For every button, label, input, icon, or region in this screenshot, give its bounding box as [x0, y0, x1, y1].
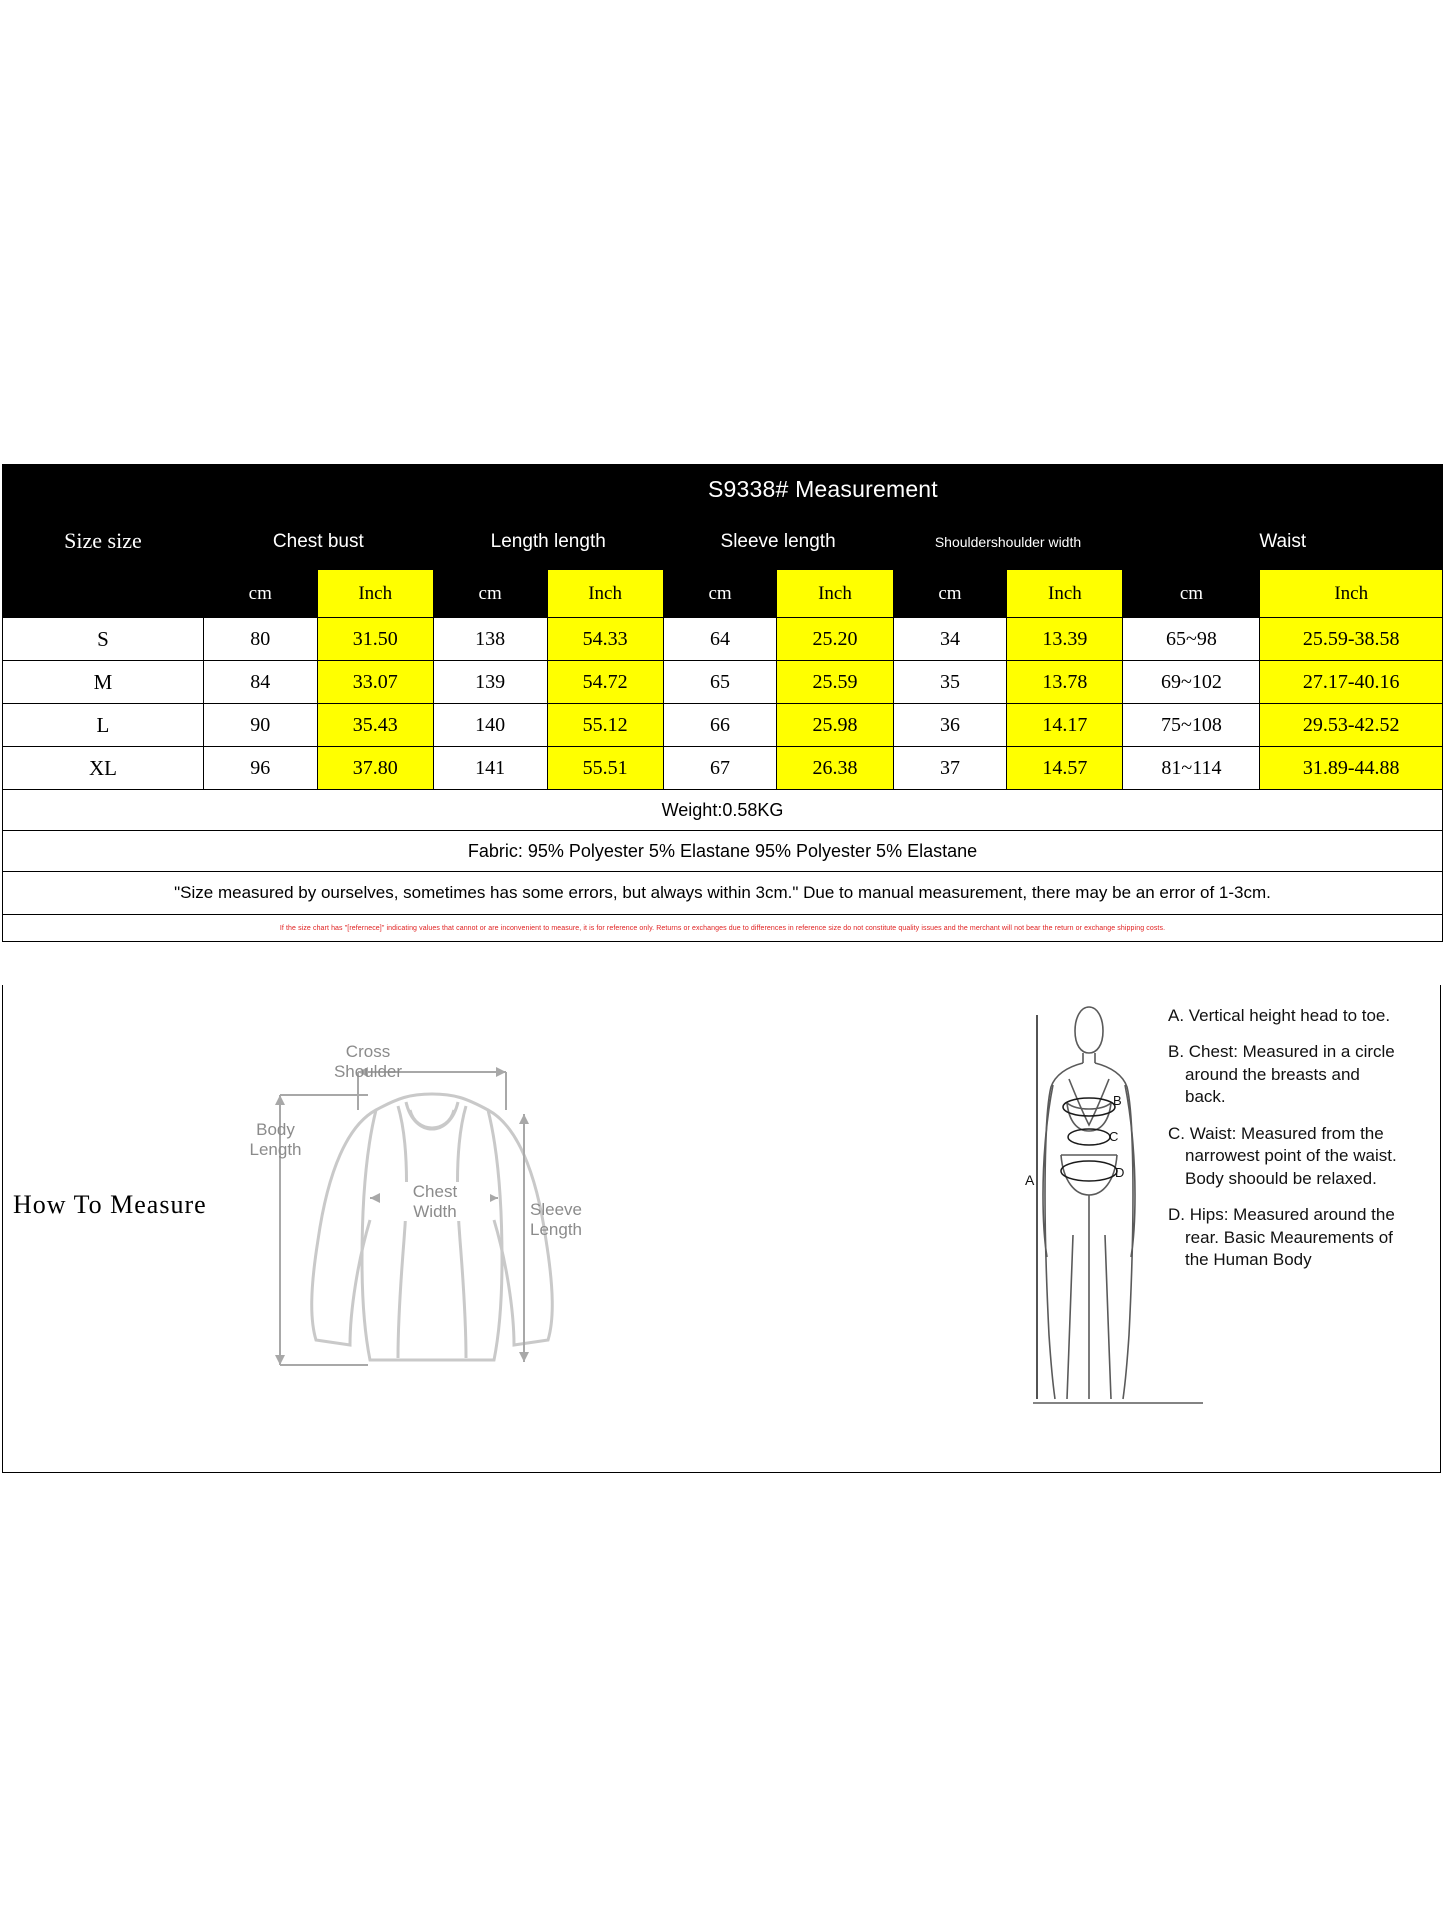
group-header-sleeve: Sleeve length	[663, 514, 893, 570]
cell-l-waist-cm: 75~108	[1123, 704, 1260, 747]
note-row-tolerance	[3, 872, 1443, 915]
body-marker-b: B	[1113, 1093, 1122, 1108]
body-marker-a: A	[1025, 1172, 1035, 1188]
cell-m-length-inch: 54.72	[547, 661, 663, 704]
cell-l-shoulder-cm: 36	[893, 704, 1007, 747]
unit-cm-length: cm	[433, 570, 547, 618]
cell-l-length-inch: 55.12	[547, 704, 663, 747]
label-sleeve-length-line1: Sleeve	[530, 1200, 582, 1219]
group-header-waist: Waist	[1123, 514, 1443, 570]
unit-row	[3, 570, 1443, 618]
cell-m-sleeve-inch: 25.59	[777, 661, 893, 704]
size-label-l: L	[3, 704, 204, 747]
legend-text-a: A. Vertical height head to toe.	[1168, 1006, 1391, 1025]
cell-s-chest-inch: 31.50	[317, 618, 433, 661]
cell-s-length-cm: 138	[433, 618, 547, 661]
label-body-length-line2: Length	[249, 1139, 302, 1159]
cell-s-length-inch: 54.33	[547, 618, 663, 661]
label-body-length-line1: Body	[256, 1120, 295, 1139]
unit-cm-shoulder: cm	[893, 570, 1007, 618]
note-row-reference	[3, 915, 1443, 942]
cell-xl-length-inch: 55.51	[547, 747, 663, 790]
cell-l-chest-cm: 90	[203, 704, 317, 747]
cell-m-shoulder-cm: 35	[893, 661, 1007, 704]
group-header-chest: Chest bust	[203, 514, 433, 570]
cell-s-waist-cm: 65~98	[1123, 618, 1260, 661]
legend-text-d: D. Hips: Measured around the rear. Basic Meaurements of the Human Body	[1168, 1205, 1395, 1269]
table-row	[3, 704, 1443, 747]
legend-item-d	[1168, 1204, 1398, 1271]
size-label-s: S	[3, 618, 204, 661]
measurement-table-container	[2, 464, 1443, 942]
cell-m-chest-inch: 33.07	[317, 661, 433, 704]
cell-l-sleeve-cm: 66	[663, 704, 777, 747]
label-chest-width-line2: Width	[413, 1201, 457, 1221]
cell-l-waist-inch: 29.53-42.52	[1260, 704, 1443, 747]
garment-label-body-length	[228, 1120, 323, 1159]
table-title-row	[3, 465, 1443, 514]
cell-s-shoulder-cm: 34	[893, 618, 1007, 661]
garment-diagram	[249, 1010, 618, 1450]
cell-xl-waist-inch: 31.89-44.88	[1260, 747, 1443, 790]
cell-xl-sleeve-cm: 67	[663, 747, 777, 790]
cell-m-chest-cm: 84	[203, 661, 317, 704]
note-tolerance: "Size measured by ourselves, sometimes has some errors, but always within 3cm." Due to manual measurement, there may be an error of 1-3cm.	[3, 872, 1443, 915]
table-row	[3, 618, 1443, 661]
unit-cm-sleeve: cm	[663, 570, 777, 618]
how-to-measure-section	[2, 985, 1441, 1473]
garment-label-cross-shoulder	[313, 1042, 423, 1081]
cell-xl-chest-cm: 96	[203, 747, 317, 790]
note-reference: If the size chart has "[refernece]" indicating values that cannot or are inconvenient to measure, it is for reference only. Returns or exchanges due to differences in reference size do not constitute quality issues and the merchant will not bear the return or exchange shipping costs.	[3, 915, 1443, 942]
legend-text-c: C. Waist: Measured from the narrowest point of the waist. Body shoould be relaxed.	[1168, 1123, 1397, 1188]
cell-l-shoulder-inch: 14.17	[1007, 704, 1123, 747]
label-chest-width-line1: Chest	[412, 1182, 458, 1201]
legend-item-b	[1168, 1041, 1398, 1108]
legend-item-a	[1168, 1005, 1398, 1027]
body-marker-d: D	[1115, 1165, 1125, 1180]
note-weight: Weight:0.58KG	[3, 790, 1443, 831]
unit-cm-chest: cm	[203, 570, 317, 618]
body-marker-c: C	[1109, 1129, 1119, 1144]
measurement-legend	[1168, 1005, 1398, 1285]
cell-s-waist-inch: 25.59-38.58	[1260, 618, 1443, 661]
measurement-table	[2, 464, 1443, 942]
column-group-row	[3, 514, 1443, 570]
size-label-m: M	[3, 661, 204, 704]
garment-label-sleeve-length	[530, 1200, 625, 1239]
cell-s-sleeve-cm: 64	[663, 618, 777, 661]
how-to-measure-label: How To Measure	[13, 1190, 207, 1219]
cell-l-chest-inch: 35.43	[317, 704, 433, 747]
cell-xl-chest-inch: 37.80	[317, 747, 433, 790]
unit-inch-length: Inch	[547, 570, 663, 618]
legend-item-c	[1168, 1123, 1398, 1190]
table-row	[3, 661, 1443, 704]
label-sleeve-length-line2: Length	[530, 1219, 582, 1239]
cell-m-length-cm: 139	[433, 661, 547, 704]
cell-xl-shoulder-inch: 14.57	[1007, 747, 1123, 790]
unit-inch-waist: Inch	[1260, 570, 1443, 618]
cell-xl-length-cm: 141	[433, 747, 547, 790]
note-row-fabric	[3, 831, 1443, 872]
body-diagram	[1025, 995, 1163, 1415]
cell-s-sleeve-inch: 25.20	[777, 618, 893, 661]
size-label-xl: XL	[3, 747, 204, 790]
table-title: S9338# Measurement	[203, 465, 1442, 514]
cell-xl-sleeve-inch: 26.38	[777, 747, 893, 790]
unit-inch-chest: Inch	[317, 570, 433, 618]
cell-xl-shoulder-cm: 37	[893, 747, 1007, 790]
label-cross-shoulder-line1: Cross	[345, 1042, 391, 1061]
cell-m-waist-cm: 69~102	[1123, 661, 1260, 704]
cell-xl-waist-cm: 81~114	[1123, 747, 1260, 790]
cell-s-shoulder-inch: 13.39	[1007, 618, 1123, 661]
unit-cm-waist: cm	[1123, 570, 1260, 618]
table-row	[3, 747, 1443, 790]
row-header-label: Size size	[3, 465, 204, 618]
cell-l-length-cm: 140	[433, 704, 547, 747]
legend-text-b: B. Chest: Measured in a circle around the breasts and back.	[1168, 1042, 1395, 1107]
cell-l-sleeve-inch: 25.98	[777, 704, 893, 747]
label-cross-shoulder-line2: Shoulder	[333, 1061, 403, 1081]
cell-m-waist-inch: 27.17-40.16	[1260, 661, 1443, 704]
note-fabric: Fabric: 95% Polyester 5% Elastane 95% Polyester 5% Elastane	[3, 831, 1443, 872]
group-header-shoulder: Shouldershoulder width	[893, 514, 1123, 570]
group-header-length: Length length	[433, 514, 663, 570]
cell-m-sleeve-cm: 65	[663, 661, 777, 704]
garment-label-chest-width	[380, 1182, 490, 1221]
note-row-weight	[3, 790, 1443, 831]
cell-s-chest-cm: 80	[203, 618, 317, 661]
cell-m-shoulder-inch: 13.78	[1007, 661, 1123, 704]
unit-inch-sleeve: Inch	[777, 570, 893, 618]
unit-inch-shoulder: Inch	[1007, 570, 1123, 618]
